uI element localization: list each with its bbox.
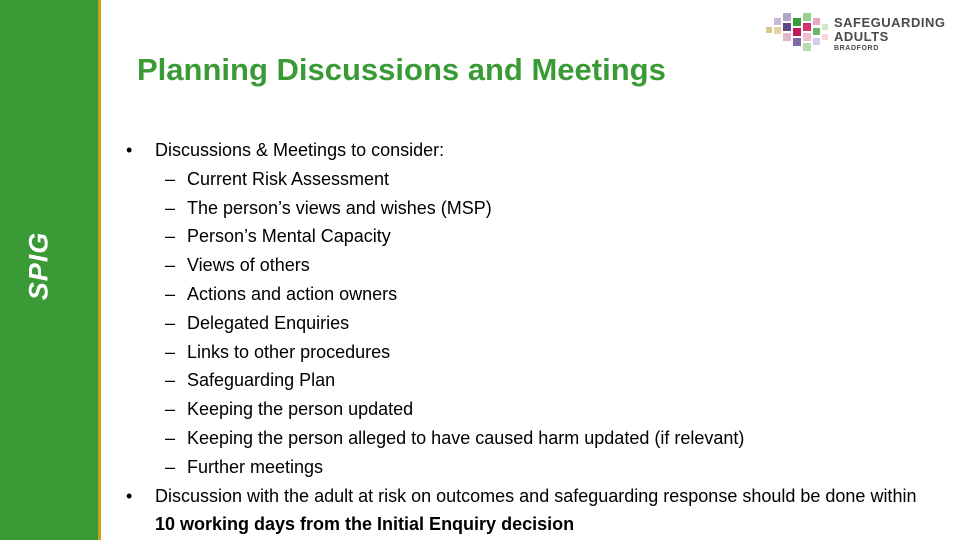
dash-icon: – [165, 197, 176, 218]
dash-icon: – [165, 341, 176, 362]
closing-emphasis: 10 working days from the Initial Enquiry decision [155, 514, 575, 535]
bullet-icon: • [126, 140, 133, 160]
sub-item-text: Person’s Mental Capacity [187, 226, 391, 247]
sub-item-text: Current Risk Assessment [187, 168, 390, 189]
sub-item-text: Delegated Enquiries [187, 312, 350, 333]
bullet-item-closing [126, 482, 926, 540]
sub-item-text: Keeping the person alleged to have caused harm updated (if relevant) [187, 427, 745, 448]
sub-item [126, 165, 926, 194]
sub-item [126, 424, 926, 453]
sub-item [126, 453, 926, 482]
sub-item [126, 395, 926, 424]
dash-icon: – [165, 370, 176, 391]
sub-item-text: Keeping the person updated [187, 399, 414, 420]
sub-item-text: Views of others [187, 255, 310, 276]
sub-item-text: Actions and action owners [187, 283, 398, 304]
dash-icon: – [165, 255, 176, 276]
sub-item [126, 309, 926, 338]
sub-item [126, 194, 926, 223]
bullet-icon: • [126, 485, 133, 506]
safeguarding-adults-logo [764, 10, 949, 56]
sub-item-text: Further meetings [187, 456, 324, 477]
slide-title: Planning Discussions and Meetings [137, 52, 666, 87]
logo-line-bradford: BRADFORD [834, 45, 879, 52]
sub-item-text: The person’s views and wishes (MSP) [187, 197, 492, 218]
sub-item-text: Safeguarding Plan [187, 370, 336, 391]
sub-item-text: Links to other procedures [187, 341, 391, 362]
bullet-item-intro [126, 136, 926, 165]
sub-item [126, 366, 926, 395]
logo-line-adults: ADULTS [834, 29, 889, 44]
logo-wordmark [834, 16, 945, 52]
logo-mosaic-icon [764, 10, 830, 56]
dash-icon: – [165, 226, 176, 247]
dash-icon: – [165, 168, 176, 189]
closing-text: Discussion with the adult at risk on outcomes and safeguarding response should be done within [155, 485, 917, 506]
sidebar-label: SPIG [23, 231, 54, 301]
dash-icon: – [165, 456, 176, 477]
bullet-list [126, 136, 926, 539]
sub-item [126, 280, 926, 309]
sub-item [126, 338, 926, 367]
dash-icon: – [165, 312, 176, 333]
dash-icon: – [165, 427, 176, 448]
sub-item [126, 222, 926, 251]
sub-item [126, 251, 926, 280]
dash-icon: – [165, 399, 176, 420]
sidebar-band [0, 0, 101, 540]
bullet-text: Discussions & Meetings to consider: [155, 140, 445, 160]
dash-icon: – [165, 283, 176, 304]
logo-line-safeguarding: SAFEGUARDING [834, 15, 946, 30]
